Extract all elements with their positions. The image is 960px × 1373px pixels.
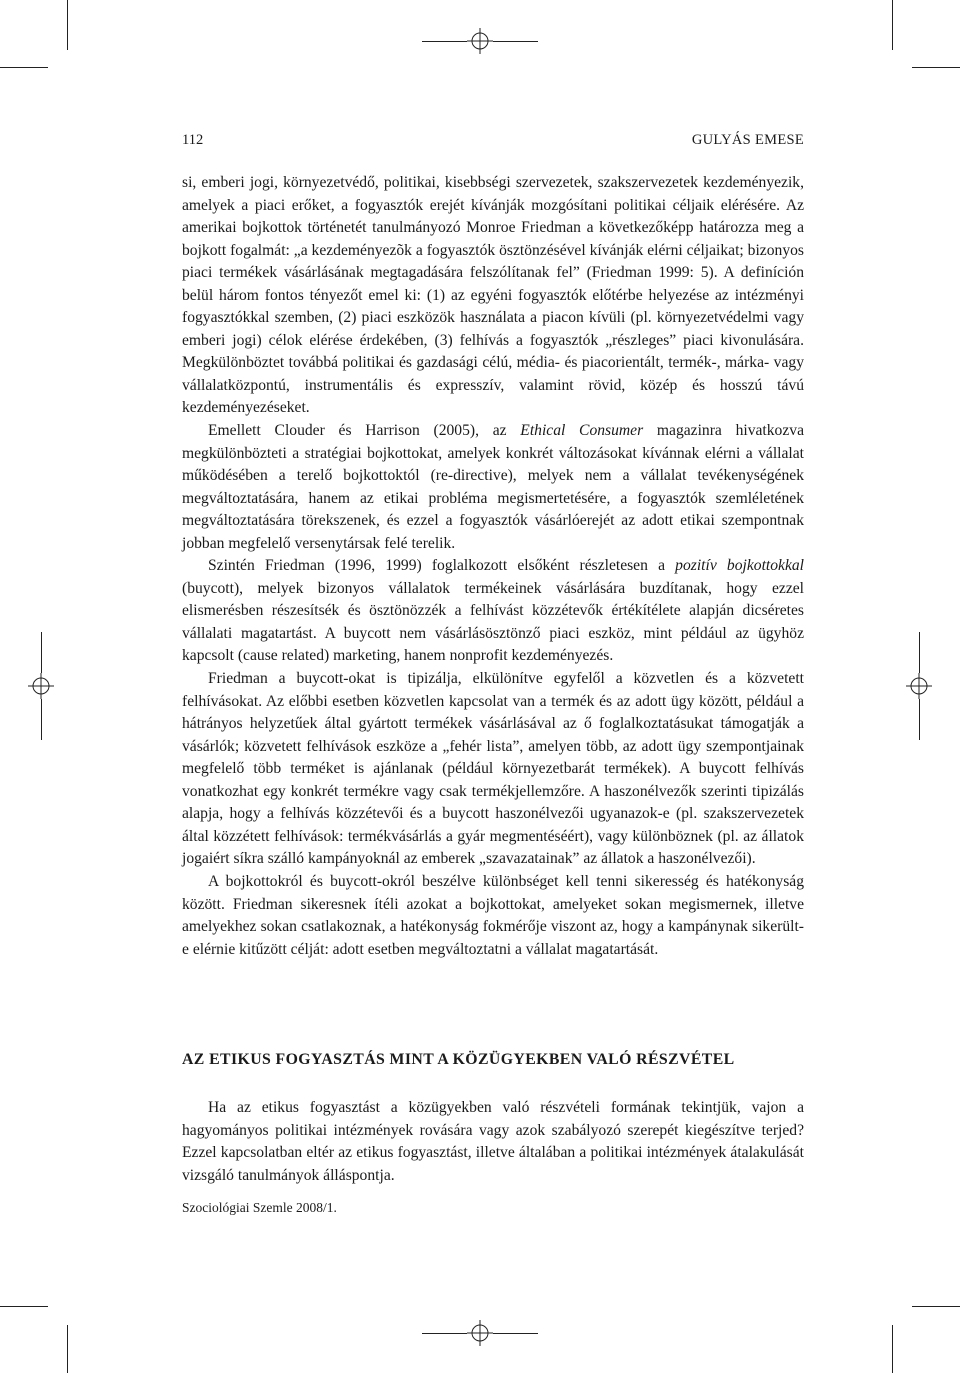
section-paragraph: Ha az etikus fogyasztást a közügyekben való részvételi formának tekintjük, vajon a hagyományos politikai intézmények rovására vagy azok szabályozó szerepét kiegészítve terjed? Ezzel kapcsolatban eltér az etikus fogyasztást, illetve általában a politikai intézmények átalakulását vizsgáló tanulmányok álláspontja. — [182, 1099, 804, 1184]
page-header — [182, 132, 804, 152]
paragraph — [182, 420, 804, 555]
registration-mark-right-icon — [906, 673, 932, 699]
paragraph-text: magazinra hivatkozva megkülönbözteti a stratégiai bojkottokat, amelyek konkrét változásokat kívánnak elérni a vállalat működésében a terelő bojkottoktól (re-directive), melyek nem a vállalat tevékenységének megváltoztatására, hanem az etikai probléma megismertetésére, a fogyasztók szemléletének megváltoztatására törekszenek, és ezzel a fogyasztók vásárlóerejét az adott etikai szempontnak jobban megfelelő versenytársak felé terelik. — [182, 422, 804, 552]
registration-mark-left-icon — [28, 673, 54, 699]
crop-mark-top-left-horizontal — [0, 67, 48, 68]
crop-mark-bottom-right-horizontal — [912, 1306, 960, 1307]
page-number: 112 — [182, 132, 204, 148]
registration-line-bottom-left — [422, 1333, 467, 1334]
crop-mark-top-right-vertical — [892, 0, 893, 50]
italic-term: Ethical Consumer — [520, 422, 644, 440]
paragraph-text: Emellett Clouder és Harrison (2005), az — [208, 422, 521, 440]
paragraph-text: Szintén Friedman (1996, 1999) foglalkozott elsőként részletesen a — [208, 557, 676, 575]
italic-term: pozitív bojkottokkal — [675, 557, 804, 575]
paragraph — [182, 668, 804, 871]
registration-line-left-top — [41, 632, 42, 673]
running-head-author: GULYÁS EMESE — [691, 132, 804, 148]
paragraph — [182, 871, 804, 961]
paragraph-text: si, emberi jogi, környezetvédő, politikai, kisebbségi szervezetek, szakszervezetek kezdeményezik, amelyek a piaci erőket, a fogyasztók erejét kívánják mozgósítani politikai céljaik elérésére. Az amerikai bojkottok történetét tanulmányozó Monroe Friedman a következőképp határozza meg a bojkott fogalmát: „a kezdeményezõk a fogyasztók ösztönzésével kívánják elérni céljaikat; bizonyos piaci termékek vásárlásának megtagadására felszólítanak fel” (Friedman 1999: 5). A definíción belül három fontos tényezőt emel ki: (1) az egyéni fogyasztók előtérbe helyezése az intézményi fogyasztókkal szemben, (2) piaci eszközök használata a piacon kívüli (pl. környezetvédelmi vagy emberi jogi) célok elérése érdekében, (3) felhívás a fogyasztók „részleges” piaci kivonulására. Megkülönböztet továbbá politikai és gazdasági célú, média- és piacorientált, termék-, márka- vagy vállalatközpontú, instrumentális és expresszív, valamint rövid, közép és hosszú távú kezdeményezéseket. — [182, 174, 804, 417]
registration-line-right-bottom — [919, 699, 920, 740]
registration-line-bottom-right — [493, 1333, 538, 1334]
section-heading: AZ ETIKUS FOGYASZTÁS MINT A KÖZÜGYEKBEN VALÓ RÉSZVÉTEL — [182, 1051, 735, 1068]
paragraph-text: Friedman a buycott-okat is tipizálja, elkülönítve egyfelől a közvetlen és a közvetett felhívásokat. Az előbbi esetben közvetlen kapcsolat van a termék és az adott ügy között, például a hátrányos helyzetűek által gyártott termékek vásárlásával az ő foglalkoztatásukat támogatják a vásárlók; közvetett felhívások eszköze a „fehér lista”, amelyen több, az adott ügy szempontjainak megfelelő több terméket is ajánlanak (például környezetbarát termékek). A buycott felhívás vonatkozhat egy konkrét termékre vagy csak termékjellemzőre. A haszonélvezők szerinti tipizálás alapja, hogy a felhívás közzétevői és a buycott haszonélvezői ugyanazok-e (pl. szakszervezetek által közzétett felhívások: termékvásárlás a gyár megmentéséért), vagy különböznek (pl. az állatok jogaiért síkra szálló kampányoknál az emberek „szavazatainak” az állatok a haszonélvezői). — [182, 670, 804, 868]
crop-mark-top-left-vertical — [67, 0, 68, 50]
crop-mark-bottom-left-horizontal — [0, 1306, 48, 1307]
article-body — [182, 172, 804, 961]
registration-line-right-top — [919, 632, 920, 673]
crop-mark-bottom-left-vertical — [67, 1325, 68, 1373]
crop-mark-bottom-right-vertical — [892, 1325, 893, 1373]
registration-line-top-right — [493, 41, 538, 42]
paragraph-text: (buycott), melyek bizonyos vállalatok termékeinek vásárlására buzdítanak, hogy ezzel elismerésben részesítsék és ösztönözzék a felhívást közzétevők értékítélete alapján dicséretes vállalati magatartást. A buycott nem vásárlásösztönző piaci eszköz, mint például az ügyhöz kapcsolt (cause related) marketing, hanem nonprofit kezdeményezés. — [182, 579, 804, 665]
crop-mark-top-right-horizontal — [912, 67, 960, 68]
paragraph-text: A bojkottokról és buycott-okról beszélve különbséget kell tenni sikeresség és hatékonyság között. Friedman sikeresnek ítéli azokat a bojkottokat, amelyeket sokan megismernek, illetve amelyekhez sokan csatlakoznak, a hatékonyság fokmérője viszont az, hogy a kampánynak sikerült-e elérnie kitűzött célját: adott esetben megváltoztatni a vállalat magatartását. — [182, 872, 804, 958]
registration-mark-top-icon — [467, 28, 493, 54]
journal-footer: Szociológiai Szemle 2008/1. — [182, 1200, 337, 1215]
registration-mark-bottom-icon — [467, 1320, 493, 1346]
paragraph — [182, 555, 804, 668]
registration-line-top-left — [422, 41, 467, 42]
registration-line-left-bottom — [41, 699, 42, 740]
paragraph-continued — [182, 172, 804, 420]
